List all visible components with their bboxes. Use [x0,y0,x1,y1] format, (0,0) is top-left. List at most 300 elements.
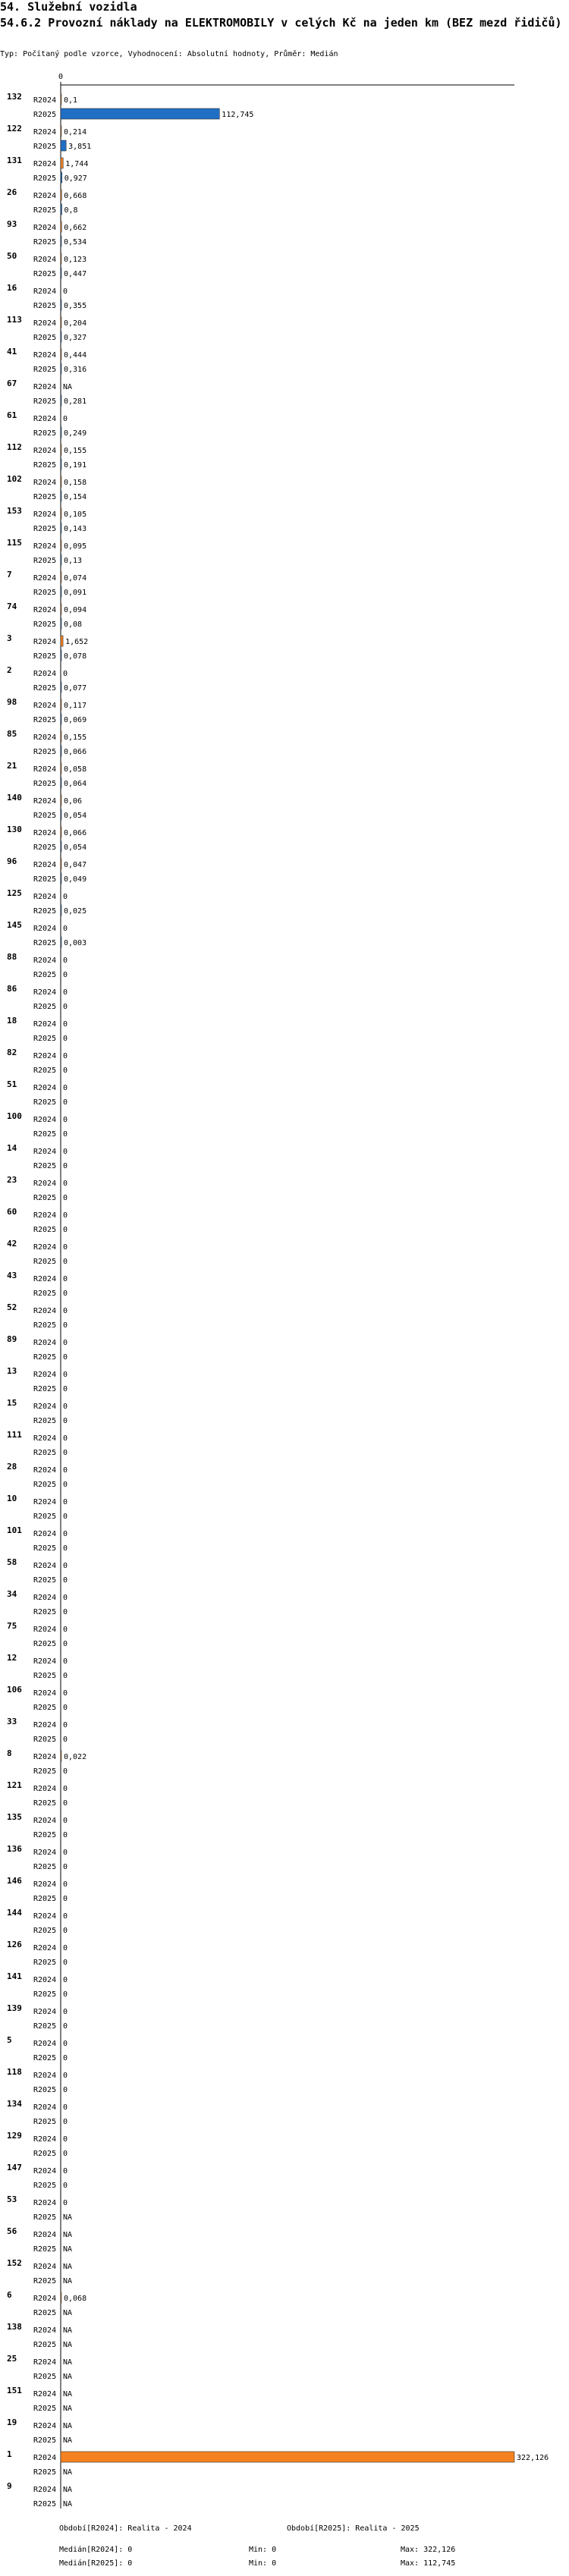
group-label: 6 [7,2290,12,2300]
data-label: 0,047 [64,861,87,869]
series-label: R2025 [33,2150,57,2158]
data-label: NA [63,2358,73,2367]
series-label: R2025 [33,2054,57,2062]
data-label: 0 [63,1466,68,1475]
series-label: R2025 [33,493,57,501]
data-label: 0,154 [64,493,87,501]
data-label: 0 [63,1130,68,1139]
group-label: 50 [7,251,17,261]
series-label: R2024 [33,2295,57,2303]
series-label: R2024 [33,351,57,360]
group-label: 33 [7,1717,17,1726]
data-label: 0 [63,1513,68,1521]
series-label: R2024 [33,1275,57,1283]
data-label: 0,091 [64,589,87,597]
group-label: 3 [7,633,12,643]
x-tick-label: 0 [58,73,64,81]
data-label: 0,158 [64,479,87,487]
group-label: 139 [7,2003,22,2013]
series-label: R2024 [33,957,57,965]
data-label: 0 [63,1689,68,1698]
median-2025-label: Medián[R2025]: 0 [59,2559,133,2568]
series-label: R2025 [33,1417,57,1425]
bar-r2024 [61,158,63,168]
series-label: R2025 [33,2022,57,2031]
series-label: R2025 [33,812,57,820]
series-label: R2025 [33,2309,57,2317]
series-label: R2024 [33,1817,57,1825]
data-label: 0,281 [64,397,87,406]
data-label: 0 [63,1020,68,1029]
group-label: 113 [7,315,22,325]
bar-r2025 [61,140,66,151]
series-label: R2025 [33,971,57,979]
data-label: NA [63,2263,73,2271]
series-label: R2024 [33,1084,57,1092]
group-label: 140 [7,793,22,803]
series-label: R2024 [33,734,57,742]
data-label: 0 [63,287,68,296]
group-label: 115 [7,538,22,548]
series-label: R2024 [33,2358,57,2367]
series-label: R2024 [33,988,57,997]
series-label: R2025 [33,1640,57,1648]
series-label: R2024 [33,160,57,168]
data-label: 0,08 [64,620,83,629]
series-label: R2024 [33,2454,57,2462]
group-label: 15 [7,1398,17,1408]
group-label: 118 [7,2067,22,2077]
group-label: 7 [7,570,12,580]
series-label: R2025 [33,652,57,661]
data-label: 0,355 [64,302,87,310]
data-label: 0,069 [64,716,87,724]
data-label: 0,074 [64,574,87,583]
data-label: 0,444 [64,351,87,360]
group-label: 96 [7,856,17,866]
series-label: R2025 [33,1799,57,1808]
group-label: 1 [7,2449,12,2459]
series-label: R2025 [33,1353,57,1362]
series-label: R2025 [33,397,57,406]
series-label: R2024 [33,447,57,455]
series-label: R2025 [33,1321,57,1330]
data-label: 0 [63,1417,68,1425]
group-label: 126 [7,1940,22,1949]
group-label: 145 [7,920,22,930]
series-label: R2024 [33,2231,57,2239]
data-label: 0,054 [64,812,87,820]
data-label: 0 [63,1371,68,1379]
series-label: R2025 [33,1290,57,1298]
data-label: 0 [63,1481,68,1489]
series-label: R2025 [33,1385,57,1393]
series-label: R2025 [33,2405,57,2413]
series-label: R2024 [33,1626,57,1634]
series-label: R2024 [33,1052,57,1060]
data-label: NA [63,2213,73,2222]
series-label: R2024 [33,702,57,710]
group-label: 132 [7,92,22,102]
group-label: 61 [7,410,17,420]
group-label: 93 [7,219,17,229]
group-label: 136 [7,1844,22,1854]
data-label: 0,025 [64,907,87,916]
data-label: 0 [63,1944,68,1952]
series-label: R2025 [33,1895,57,1903]
group-label: 85 [7,729,17,739]
data-label: 0 [63,2182,68,2190]
chart-subtitle: Typ: Počítaný podle vzorce, Vyhodnocení: Absolutní hodnoty, Průměr: Medián [0,50,338,58]
series-label: R2024 [33,861,57,869]
series-label: R2024 [33,479,57,487]
data-label: 0 [63,2008,68,2016]
series-label: R2024 [33,2040,57,2048]
data-label: NA [63,2422,73,2430]
median-2024-label: Medián[R2024]: 0 [59,2546,133,2554]
data-label: 0,204 [64,319,87,328]
data-label: 0 [63,1785,68,1793]
series-label: R2024 [33,1371,57,1379]
group-label: 60 [7,1207,17,1217]
data-label: 0 [63,1880,68,1889]
group-label: 102 [7,474,22,484]
series-label: R2024 [33,1307,57,1315]
data-label: 0 [63,1562,68,1570]
data-label: 0 [63,1736,68,1744]
data-label: 0 [63,1116,68,1124]
data-label: 0 [63,1162,68,1170]
group-label: 41 [7,347,17,357]
data-label: 0 [63,1226,68,1234]
series-label: R2025 [33,1927,57,1935]
data-label: 0 [63,1912,68,1921]
series-label: R2024 [33,2008,57,2016]
series-label: R2024 [33,1498,57,1506]
series-label: R2024 [33,1116,57,1124]
group-label: 100 [7,1111,22,1121]
series-label: R2025 [33,2373,57,2381]
series-label: R2025 [33,1704,57,1712]
data-label: 0 [63,415,68,423]
group-label: 151 [7,2386,22,2395]
series-label: R2024 [33,510,57,519]
data-label: 0 [63,1626,68,1634]
series-label: R2025 [33,366,57,374]
data-label: 0 [63,2040,68,2048]
series-label: R2024 [33,1243,57,1252]
data-label: 0 [63,1799,68,1808]
series-label: R2025 [33,1003,57,1011]
series-label: R2024 [33,1689,57,1698]
series-label: R2024 [33,638,57,646]
series-label: R2025 [33,939,57,947]
data-label: 0 [63,1243,68,1252]
series-label: R2025 [33,1608,57,1616]
series-label: R2024 [33,1211,57,1220]
series-label: R2024 [33,128,57,137]
data-label: 0,123 [64,256,87,264]
data-label: NA [63,2373,73,2381]
series-label: R2024 [33,2390,57,2399]
chart-title: 54.6.2 Provozní náklady na ELEKTROMOBILY v celých Kč na jeden km (BEZ mezd řidičů) [0,16,562,30]
data-label: 0 [63,1339,68,1347]
series-label: R2025 [33,1767,57,1776]
series-label: R2025 [33,2468,57,2477]
series-label: R2024 [33,670,57,678]
data-label: 0,13 [64,557,83,565]
data-label: 0 [63,1385,68,1393]
min-2025-label: Min: 0 [249,2559,277,2568]
data-label: 0 [63,1098,68,1107]
data-label: 0,049 [64,875,87,884]
series-label: R2024 [33,2103,57,2112]
series-label: R2024 [33,287,57,296]
series-label: R2025 [33,1672,57,1680]
series-label: R2025 [33,1959,57,1967]
series-label: R2025 [33,270,57,278]
data-label: 0 [63,1863,68,1871]
group-label: 52 [7,1302,17,1312]
series-label: R2025 [33,1449,57,1457]
series-label: R2025 [33,1226,57,1234]
series-label: R2025 [33,620,57,629]
series-label: R2024 [33,1148,57,1156]
series-label: R2025 [33,875,57,884]
group-label: 42 [7,1239,17,1249]
series-label: R2024 [33,2486,57,2494]
data-label: 0,003 [64,939,87,947]
series-label: R2025 [33,1098,57,1107]
bar-r2025 [61,172,62,183]
data-label: 0 [63,1530,68,1538]
series-label: R2024 [33,2326,57,2335]
series-label: R2024 [33,606,57,614]
series-label: R2025 [33,2086,57,2094]
series-label: R2024 [33,797,57,806]
series-label: R2025 [33,557,57,565]
series-label: R2024 [33,1785,57,1793]
series-label: R2024 [33,224,57,232]
data-label: 0 [63,2167,68,2175]
series-label: R2025 [33,525,57,533]
data-label: 0 [63,2150,68,2158]
data-label: 0 [63,1180,68,1188]
group-label: 21 [7,761,17,771]
series-label: R2024 [33,765,57,774]
data-label: 0,191 [64,461,87,470]
series-label: R2024 [33,2263,57,2271]
series-label: R2024 [33,1403,57,1411]
series-label: R2025 [33,206,57,215]
data-label: 0,066 [64,748,87,756]
series-label: R2024 [33,893,57,901]
data-label: NA [63,2436,73,2445]
data-label: 0 [63,1640,68,1648]
series-label: R2025 [33,143,57,151]
group-label: 101 [7,1525,22,1535]
data-label: 0 [63,1704,68,1712]
series-label: R2025 [33,2182,57,2190]
series-label: R2024 [33,829,57,837]
series-label: R2024 [33,2072,57,2080]
data-label: 0 [63,2118,68,2126]
data-label: 0 [63,988,68,997]
series-label: R2025 [33,334,57,342]
data-label: 0 [63,971,68,979]
data-label: 0,1 [64,96,78,105]
data-label: 0,077 [64,684,87,693]
data-label: 0,214 [64,128,87,137]
series-label: R2025 [33,1067,57,1075]
series-label: R2025 [33,1863,57,1871]
data-label: 0,534 [64,238,87,247]
series-label: R2025 [33,1513,57,1521]
series-label: R2024 [33,2167,57,2175]
group-label: 10 [7,1494,17,1503]
data-label: 0 [63,1321,68,1330]
period-2025-label: Období[R2025]: Realita - 2025 [287,2524,420,2533]
series-label: R2025 [33,589,57,597]
data-label: 0 [63,1403,68,1411]
series-label: R2025 [33,843,57,852]
group-label: 144 [7,1908,22,1918]
data-label: 0 [63,1831,68,1839]
group-label: 146 [7,1876,22,1886]
data-label: 0,06 [64,797,83,806]
group-label: 19 [7,2417,17,2427]
series-label: R2025 [33,684,57,693]
series-label: R2024 [33,542,57,551]
series-label: R2024 [33,1434,57,1443]
group-label: 75 [7,1621,17,1631]
series-label: R2025 [33,302,57,310]
section-title: 54. Služební vozidla [0,0,137,14]
data-label: 3,851 [68,143,92,151]
data-label: 0,117 [64,702,87,710]
group-label: 14 [7,1143,17,1153]
data-label: 0,155 [64,447,87,455]
group-label: 152 [7,2258,22,2268]
data-label: 322,126 [517,2454,549,2462]
data-label: 0 [63,1927,68,1935]
data-label: 0,066 [64,829,87,837]
data-label: 0 [63,1258,68,1266]
series-label: R2024 [33,1466,57,1475]
group-label: 5 [7,2035,12,2045]
series-label: R2024 [33,1657,57,1666]
data-label: 0 [63,1434,68,1443]
data-label: NA [63,2486,73,2494]
series-label: R2024 [33,415,57,423]
data-label: 0 [63,1544,68,1553]
data-label: 0 [63,1148,68,1156]
series-label: R2024 [33,383,57,391]
data-label: 0,668 [64,192,87,200]
max-2024-label: Max: 322,126 [401,2546,456,2554]
series-label: R2024 [33,1339,57,1347]
data-label: 0 [63,1721,68,1729]
group-label: 13 [7,1366,17,1376]
group-label: 82 [7,1048,17,1057]
data-label: 0 [63,2072,68,2080]
series-label: R2025 [33,2341,57,2349]
series-label: R2025 [33,1736,57,1744]
group-label: 8 [7,1748,12,1758]
data-label: 0 [63,1003,68,1011]
data-label: 0 [63,1449,68,1457]
data-label: NA [63,2405,73,2413]
series-label: R2024 [33,319,57,328]
series-label: R2025 [33,748,57,756]
series-label: R2025 [33,1130,57,1139]
series-label: R2025 [33,174,57,183]
data-label: NA [63,2500,73,2508]
series-label: R2024 [33,1020,57,1029]
data-label: NA [63,2341,73,2349]
series-label: R2025 [33,2245,57,2254]
group-label: 106 [7,1685,22,1695]
data-label: 0 [63,1307,68,1315]
data-label: 0,058 [64,765,87,774]
period-2024-label: Období[R2024]: Realita - 2024 [59,2524,192,2533]
data-label: 0,327 [64,334,87,342]
data-label: 0 [63,1576,68,1585]
data-label: 0 [63,1895,68,1903]
group-label: 67 [7,379,17,388]
group-label: 147 [7,2163,22,2172]
data-label: 0 [63,2199,68,2207]
series-label: R2024 [33,925,57,933]
group-label: 88 [7,952,17,962]
data-label: 0 [63,1959,68,1967]
series-label: R2024 [33,1976,57,1984]
data-label: 0 [63,1672,68,1680]
data-label: 0 [63,1353,68,1362]
series-label: R2024 [33,574,57,583]
series-label: R2025 [33,2436,57,2445]
group-label: 141 [7,1971,22,1981]
group-label: 34 [7,1589,17,1599]
data-label: 0,054 [64,843,87,852]
data-label: 0,155 [64,734,87,742]
group-label: 121 [7,1780,22,1790]
series-label: R2025 [33,1831,57,1839]
data-label: 112,745 [222,111,254,119]
series-label: R2024 [33,1944,57,1952]
series-label: R2024 [33,1721,57,1729]
group-label: 74 [7,602,17,611]
group-label: 134 [7,2099,22,2109]
series-label: R2024 [33,192,57,200]
group-label: 18 [7,1016,17,1026]
group-label: 122 [7,124,22,134]
series-label: R2025 [33,780,57,788]
data-label: 0 [63,1976,68,1984]
data-label: 0,143 [64,525,87,533]
data-label: 0 [63,2054,68,2062]
data-label: NA [63,2390,73,2399]
data-label: 0 [63,1084,68,1092]
data-label: 0 [63,1052,68,1060]
data-label: 0 [63,925,68,933]
series-label: R2024 [33,1562,57,1570]
data-label: 0 [63,1211,68,1220]
data-label: 0 [63,893,68,901]
group-label: 111 [7,1430,22,1440]
series-label: R2025 [33,111,57,119]
data-label: 1,652 [65,638,89,646]
